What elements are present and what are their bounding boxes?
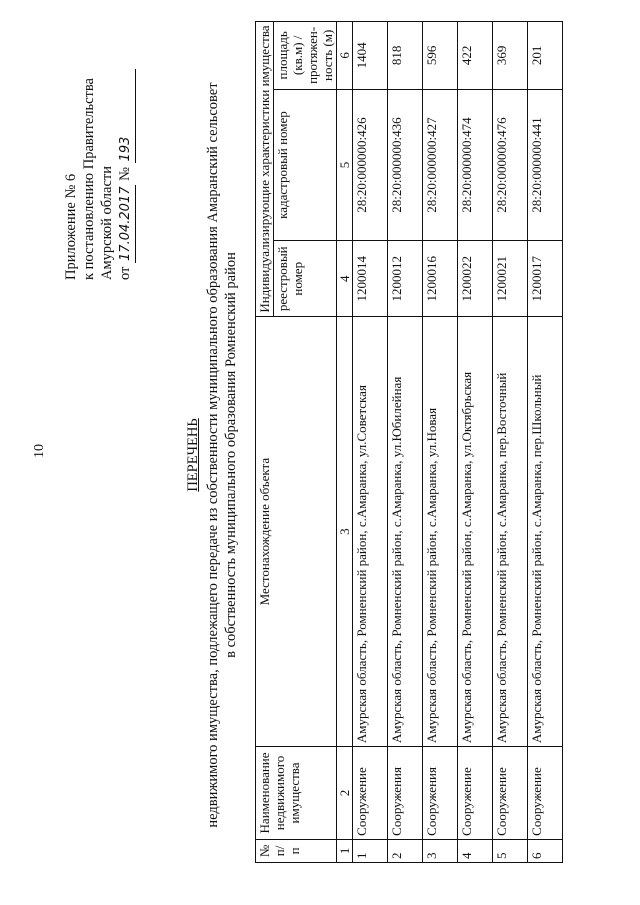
cell-location: Амурская область, Ромненский район, с.Амаранка, ул.Юбилейная [388, 317, 423, 747]
header-num: № п/п [256, 839, 337, 862]
cell-location: Амурская область, Ромненский район, с.Амаранка, пер.Школьный [528, 317, 563, 747]
approval-line-3: Амурской области [99, 166, 115, 280]
cell-location: Амурская область, Ромненский район, с.Амаранка, пер.Восточный [493, 317, 528, 747]
index-cell: 2 [337, 747, 353, 840]
cell-num: 4 [458, 839, 493, 862]
cell-location: Амурская область, Ромненский район, с.Амаранка, ул.Новая [423, 317, 458, 747]
header-name: Наименование недвижимого имущества [256, 747, 337, 840]
cell-cadastral: 28:20:000000:441 [528, 89, 563, 241]
date-prefix: от [117, 266, 133, 280]
cell-num: 3 [423, 839, 458, 862]
approval-line-2: к постановлению Правительства [81, 78, 97, 280]
header-characteristics: Индивидуализирующие характеристики имущества [256, 22, 274, 317]
table-row [353, 22, 388, 863]
cell-registry: 1200016 [423, 241, 458, 317]
cell-registry: 1200021 [493, 241, 528, 317]
cell-name: Сооружения [423, 747, 458, 840]
index-cell: 6 [337, 22, 353, 90]
cell-name: Сооружение [528, 747, 563, 840]
cell-area: 369 [493, 22, 528, 90]
title-line-1: недвижимого имущества, подлежащего передаче из собственности муниципального образования Амаранский сельсовет [205, 82, 221, 828]
page-number: 10 [32, 444, 47, 458]
cell-location: Амурская область, Ромненский район, с.Амаранка, ул.Октябрьская [458, 317, 493, 747]
table-row [388, 22, 423, 863]
cell-area: 201 [528, 22, 563, 90]
cell-num: 5 [493, 839, 528, 862]
index-cell: 4 [337, 241, 353, 317]
cell-area: 818 [388, 22, 423, 90]
index-cell: 5 [337, 89, 353, 241]
property-table [255, 21, 563, 863]
cell-num: 1 [353, 839, 388, 862]
table-row [458, 22, 493, 863]
title-line-2: в собственность муниципального образования Ромненский район [223, 252, 239, 658]
cell-area: 422 [458, 22, 493, 90]
cell-name: Сооружения [388, 747, 423, 840]
cell-name: Сооружение [493, 747, 528, 840]
title-heading: ПЕРЕЧЕНЬ [185, 418, 201, 492]
index-cell: 1 [337, 839, 353, 862]
cell-cadastral: 28:20:000000:427 [423, 89, 458, 241]
date-value: 17.04.2017 [117, 185, 136, 263]
document-title [184, 75, 240, 835]
cell-area: 596 [423, 22, 458, 90]
cell-cadastral: 28:20:000000:426 [353, 89, 388, 241]
cell-registry: 1200012 [388, 241, 423, 317]
cell-name: Сооружение [458, 747, 493, 840]
table-row [423, 22, 458, 863]
number-prefix: № [117, 167, 133, 181]
header-location: Местонахождение объекта [256, 317, 337, 747]
cell-registry: 1200014 [353, 241, 388, 317]
cell-area: 1404 [353, 22, 388, 90]
index-cell: 3 [337, 317, 353, 747]
approval-date-line [116, 30, 136, 280]
number-value: 193 [117, 69, 136, 163]
index-row [337, 22, 353, 863]
cell-cadastral: 28:20:000000:476 [493, 89, 528, 241]
cell-num: 2 [388, 839, 423, 862]
header-row-1 [256, 22, 274, 863]
cell-name: Сооружение [353, 747, 388, 840]
header-area: площадь (кв.м) / протяжен-ность (м) [274, 22, 337, 90]
header-registry: реестровый номер [274, 241, 337, 317]
cell-registry: 1200017 [528, 241, 563, 317]
cell-registry: 1200022 [458, 241, 493, 317]
cell-num: 6 [528, 839, 563, 862]
approval-block [62, 30, 136, 280]
cell-cadastral: 28:20:000000:436 [388, 89, 423, 241]
table-row [493, 22, 528, 863]
cell-location: Амурская область, Ромненский район, с.Амаранка, ул.Советская [353, 317, 388, 747]
cell-cadastral: 28:20:000000:474 [458, 89, 493, 241]
approval-line-1: Приложение № 6 [63, 173, 79, 280]
header-cadastral: кадастровый номер [274, 89, 337, 241]
table-row [528, 22, 563, 863]
